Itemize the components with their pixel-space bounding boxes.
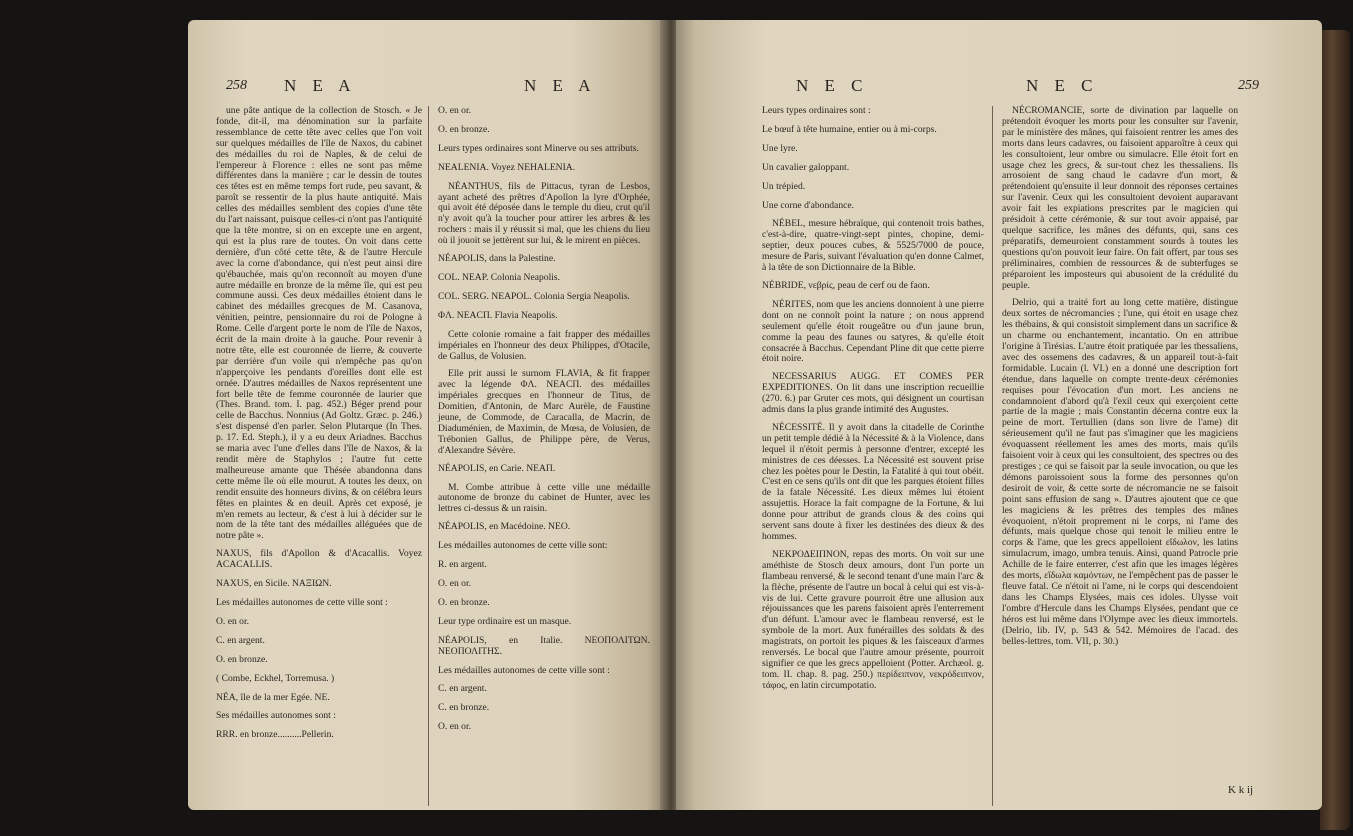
paragraph: O. en bronze. [438, 123, 490, 135]
paragraph: C. en argent. [438, 683, 487, 695]
paragraph: NÉBRIDE, νεβρίς, peau de cerf ou de faon. [762, 279, 930, 291]
paragraph: COL. NEAP. Colonia Neapolis. [438, 271, 561, 283]
right-page-number: 259 [1238, 78, 1259, 93]
paragraph: Ses médailles autonomes sont : [216, 710, 336, 722]
paragraph: NAXUS, fils d'Apollon & d'Acacallis. Voyez ACACALLIS. [216, 548, 422, 571]
paragraph: NÉA, île de la mer Egée. ΝΕ. [216, 691, 330, 703]
paragraph: Elle prit aussi le surnom FLAVIA, & fit frapper avec la légende ΦΛ. ΝΕΑCΠ. des médailles impériales grecques en l'honneur de Titus, de Domitien, d'Antonin, de Marc Aurèle, de Faustine jeune, de Commode, de Caracalla, de Macrin, de Diaduménien, de Maximin, de Mœsa, de Volusien, de Trébonien Gallus, de Philippe père, de Verus, d'Alexandre Sévère. [438, 368, 650, 456]
signature-mark: K k ij [1228, 784, 1254, 796]
paragraph: ΦΛ. ΝΕΑCΠ. Flavia Neapolis. [438, 309, 558, 321]
paragraph: NÉAPOLIS, dans la Palestine. [438, 253, 556, 265]
right-header-left: N E C [796, 76, 869, 95]
paragraph: Delrio, qui a traité fort au long cette matière, distingue deux sortes de nécromancies ; l'une, qui étoit en usage chez les thébains, & qui consistoit simplement dans un sacrifice & un charme ou enchantement, incantatio. On en attribue l'origine à Tirésias. L'autre étoit pratiquée par les thessaliens, avec des ossemens des cadavres, & un appareil tout-à-fait formidable. Lucain (l. VI.) en a donné une description fort étendue, dans laquelle on compte trente-deux cérémonies requises pour l'évocation d'un mort. Les anciens ne condamnoient d'abord qu'à l'exil ceux qui exerçoient cette partie de la magie ; mais Constantin décerna contre eux la peine de mort. Tertullien (dans son livre de l'ame) dit sérieusement qu'il ne faut pas s'imaginer que les magiciens évoquassent réellement les ames des morts, mais qu'ils faisoient voir à ceux qui les consultoient, des spectres ou des prestiges ; ce qui se faisoit par la seule invocation, ou que les démons paroissoient sous la forme des personnes qu'on desiroit de voir, & cette sorte de nécromancie ne se faisoit point sans effusion de sang ». D'autres ajoutent que ce que les magiciens & les prêtres des temples des mânes évoquoient, n'étoit proprement ni le corps, ni l'ame des défunts, mais quelque chose qui tenoit le milieu entre le corps & l'ame, que les grecs appelloient εἴδωλον, les latins simulacrum, imago, umbra tenuis. Ainsi, quand Patrocle prie Achille de le faire enterrer, c'est afin que les images légères des morts, εἴδωλα καμόντων, ne l'empêchent pas de passer le fleuve fatal. Ce n'étoit ni l'ame, ni le corps qui descendoient dans les Champs Elysées, mais ces idoles. Ulysse voit l'ombre d'Hercule dans les Champs Elysées, pendant que ce héros est lui même dans l'Olympe avec les dieux immortels. (Delrio, lib. IV, p. 543 & 542. Mémoires de l'acad. des belles-lettres, tom. VII, p. 30.) [1002, 297, 1238, 647]
paragraph: Leurs types ordinaires sont : [762, 105, 871, 116]
paragraph: Le bœuf à tête humaine, entier ou à mi-corps. [762, 123, 937, 135]
paragraph: NÉRITES, nom que les anciens donnoient à une pierre dont on ne connoît point la nature ; on nous apprend seulement qu'elle étoit rougeâtre ou d'un jaune brun, comme la peau des faunes ou satyres, & qu'elle étoit consacrée à Bacchus. Cependant Pline dit que cette pierre étoit noire. [762, 298, 984, 365]
right-page [676, 20, 1322, 810]
book-cover-edge [1320, 30, 1350, 830]
right-header-right: N E C [1026, 76, 1099, 95]
paragraph: O. en bronze. [438, 596, 490, 608]
paragraph: NÉAPOLIS, en Italie. ΝΕΟΠΟΛΙΤΩΝ. ΝΕΟΠΟΛΙΤΗΣ. [438, 634, 650, 657]
paragraph: R. en argent. [438, 559, 487, 571]
left-page [188, 20, 666, 810]
paragraph: Leurs types ordinaires sont Minerve ou ses attributs. [438, 142, 639, 154]
paragraph: C. en argent. [216, 634, 265, 646]
paragraph: Les médailles autonomes de cette ville sont : [438, 664, 610, 676]
paragraph: Les médailles autonomes de cette ville sont: [438, 540, 608, 552]
right-column-2 [1002, 106, 1238, 654]
paragraph: NEALENIA. Voyez NEHALENIA. [438, 161, 576, 173]
left-column-1 [216, 106, 422, 749]
paragraph: O. en bronze. [216, 653, 268, 665]
paragraph: Une lyre. [762, 142, 798, 154]
paragraph: Un cavalier galoppant. [762, 161, 850, 173]
paragraph: NÉANTHUS, fils de Pittacus, tyran de Lesbos, ayant acheté des prêtres d'Apollon la lyre d'Orphée, qui avoit été déposée dans le temple du dieu, crut qu'il n'y avoit qu'à la toucher pour attirer les arbres & les rochers : mais il y réussit si mal, que les chiens du lieu où il jouoit se jettèrent sur lui, & le mirent en pièces. [438, 180, 650, 247]
paragraph: Cette colonie romaine a fait frapper des médailles impériales en l'honneur des deux Philippes, d'Otacile, de Gallus, de Volusien. [438, 328, 650, 362]
paragraph: Une corne d'abondance. [762, 199, 855, 211]
paragraph: NÉAPOLIS, en Macédoine. ΝΕΟ. [438, 521, 571, 533]
paragraph: ΝΕΚΡΟΔΕΙΠΝΟΝ, repas des morts. On voit sur une améthiste de Stosch deux amours, dont l'un porte un flambeau renversé, & le second tenant d'une main l'arc & la flèche, présente de l'autre un bocal à celui qui est vis-à-vis de lui. Cette gravure pourroit être une allusion aux réjouissances que les parens faisoient après l'enterrement d'un défunt. L'amour avec le flambeau renversé, est le symbole de la mort. Aux funérailles des soldats & des magistrats, on portoit les piques & les faisceaux d'armes renversés. Le bocal que l'autre amour présente, pourroit signifier ce que les grecs appelloient (Potter. Archæol. g. tom. II. chap. 8. pag. 250.) περίδειπνον, νεκρόδειπνον, τάφος, en latin circumpotatio. [762, 548, 984, 691]
paragraph: M. Combe attribue à cette ville une médaille autonome de bronze du cabinet de Hunter, avec les lettres ci-dessus & un raisin. [438, 481, 650, 515]
paragraph: NÉCROMANCIE, sorte de divination par laquelle on prétendoit évoquer les morts pour les consulter sur l'avenir, par le ministère des mânes, qui faisoient rentrer les ames des morts dans leurs cadavres, ou faisoient apparoître à ceux qui les consultoient, leur ombre ou simulacre. Elle étoit fort en usage chez les grecs, & sur-tout chez les thessaliens. Ils arrosoient de sang chaud le cadavre d'un mort, & prétendoient qu'ensuite il leur donnoit des réponses certaines sur l'avenir. Ceux qui les consultoient devoient auparavant avoir fait les expiations prescrites par le magicien qui présidoit à cette cérémonie, & sur tout avoir appaisé, par quelque sacrifice, les mânes des défunts, qui, sans ces préparatifs, demeuroient constamment sourds à toutes les questions qu'on pouvoit leur faire. On fait offert, par tous ses préliminaires, combien de ressources & de subterfuges se préparoient les imposteurs qui abusoient de la crédulité du peuple. [1002, 105, 1238, 291]
paragraph: ( Combe, Eckhel, Torremusa. ) [216, 672, 335, 684]
left-column-2 [438, 106, 650, 741]
paragraph: O. en or. [438, 105, 472, 116]
paragraph: Un trépied. [762, 180, 806, 192]
left-header-left: N E A [284, 76, 357, 95]
paragraph: NÉAPOLIS, en Carie. ΝΕΑΠ. [438, 462, 556, 474]
paragraph: COL. SERG. NEAPOL. Colonia Sergia Neapolis. [438, 290, 630, 302]
paragraph: NÉBEL, mesure hébraïque, qui contenoit trois bathes, c'est-à-dire, quatre-vingt-sept pintes, chopine, demi-septier, deux pouces cubes, & 5525/7000 de pouce, mesure de Paris, suivant l'évaluation qu'en donne Calmet, à la tête de son Dictionnaire de la Bible. [762, 218, 984, 274]
left-page-number: 258 [226, 78, 247, 93]
paragraph: O. en or. [216, 615, 250, 627]
paragraph: C. en bronze. [438, 702, 490, 714]
paragraph: NÉCESSITÉ. Il y avoit dans la citadelle de Corinthe un petit temple dédié à la Nécessité & à la Violence, dans lequel il n'étoit permis à personne d'entrer, excepté les ministres de ces déesses. La Nécessité est souvent prise chez les poètes pour le Destin, la Fatalité à qui tout obéit. C'est en ce sens qu'ils ont dit que les parques étoient filles de la fatale Nécessité. Les dieux mêmes lui étoient assujettis. Horace la fait compagne de la Fortune, & lui donne pour attribut de grands clous & des coins qui servent sans doute à fixer les destinées des dieux & des hommes. [762, 421, 984, 542]
left-header-right: N E A [524, 76, 597, 95]
paragraph: O. en or. [438, 578, 472, 589]
right-column-1 [762, 106, 984, 699]
paragraph: Les médailles autonomes de cette ville sont : [216, 596, 388, 608]
paragraph: NAXUS, en Sicile. ΝΑΞΙΩΝ. [216, 578, 332, 590]
paragraph: NECESSARIUS AUGG. ET COMES PER EXPEDITIONES. On lit dans une inscription recueillie (270. 6.) par Gruter ces mots, qui désignent un courtisan admis dans la plus grande intimité des Augustes. [762, 371, 984, 416]
paragraph: O. en or. [438, 721, 472, 733]
paragraph: RRR. en bronze..........Pellerin. [216, 729, 334, 741]
paragraph: une pâte antique de la collection de Stosch. « Je fonde, dit-il, ma dénomination sur la parfaite ressemblance de cette tête avec celles que l'on voit sur quelques médailles de l'île de Naxos, du cabinet des médailles du roi de Naples, & de celui de l'empereur à Florence : elles ne sont pas même différentes dans la manière ; car le dessin de toutes ces têtes est en même temps fort rude, peu savant, & paroît se ressentir de la plus haute antiquité. Mais celles des médailles semblent des copies d'une tête du l'art naissant, puisque celles-ci n'ont pas l'antiquité que la tête montre, si on en excepte une en argent, qui est la plus rare de toutes. On voit dans cette dernière, d'un côté cette tête, & de l'autre Hercule avec la corne d'abondance, qui n'est peut ainsi dire qu'ébauchée, mais qu'on reconnoît au moyen d'une autre médaille en bronze de la même île, qui est peu commune aussi. Ces deux médailles étoient dans le cabinet des médailles grecques de M. Casanova, vénitien, peintre, pensionnaire du roi de Pologne à Rome. Celle d'argent porte le nom de l'île de Naxos, écrit de la main droite à la gauche. Pour revenir à notre tête, elle est couronnée de lierre, & couverte par derrière d'un voile qui n'empêche pas qu'on n'apperçoive les pendants d'oreilles dont elle est ornée. D'autres médailles de Naxos représentent une fort belle tête de femme couronnée de laurier que (Thes. Brand. tom. I. pag. 452.) Béger prend pour celle de Bacchus. Nonnius (Ad Goltz. Græc. p. 246.) s'est dispensé d'en parler. Selon Plutarque (In Thes. p. 17. Ed. Steph.), il y a eu deux Ariadnes. Bacchus se maria avec l'une d'elles dans l'île de Naxos, & la rendit mère de Staphylos ; l'autre fut cette malheureuse amante que Thésée abandonna dans cette même île où elle mourut. A toutes les deux, on rendit ensuite des honneurs divins, & on célébra leurs fêtes en plaintes & en deuil. Après cet exposé, je m'en remets au lecteur, & c'est à lui à décider sur le nom de la tête tant des médailles alléguées que de notre pâte ». [216, 105, 422, 542]
column-rule [428, 106, 429, 806]
paragraph: Leur type ordinaire est un masque. [438, 615, 572, 627]
column-rule [992, 106, 993, 806]
